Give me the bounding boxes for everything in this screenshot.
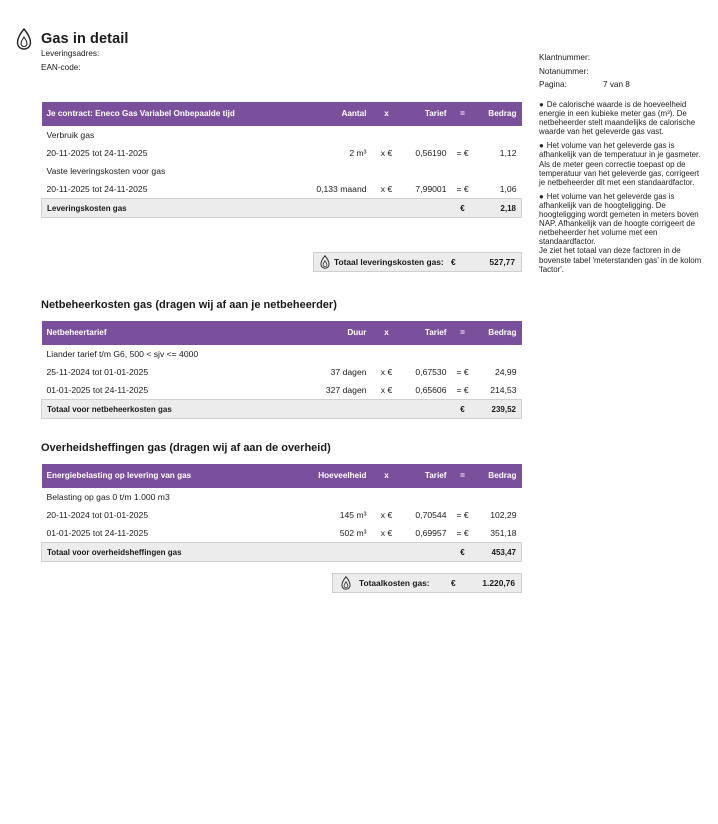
subtotal-row: Totaal voor overheidsheffingen gas € 453,47 <box>42 543 522 562</box>
subtotal-row: Totaal voor netbeheerkosten gas € 239,52 <box>42 400 522 419</box>
contract-table <box>41 102 522 218</box>
col-eq: = <box>452 464 474 488</box>
col-x: x <box>372 321 402 345</box>
group-row: Belasting op gas 0 t/m 1.000 m3 <box>46 492 170 502</box>
col-x: x <box>372 102 402 126</box>
group-row: Verbruik gas <box>46 130 95 140</box>
col-description: Energiebelasting op levering van gas <box>42 464 302 488</box>
meta-row-customer-number: Klantnummer: <box>539 53 590 63</box>
col-description: Netbeheertarief <box>42 321 302 345</box>
col-duration: Duur <box>302 321 372 345</box>
table-row: 01-01-2025 tot 24-11-2025 502 m³ x € 0,69957 = € 351,18 <box>46 528 517 538</box>
table-row: 20-11-2025 tot 24-11-2025 0,133 maand x € 7,99001 = € 1,06 <box>46 184 517 194</box>
col-amount: Bedrag <box>474 102 522 126</box>
page-title: Gas in detail <box>41 31 129 47</box>
col-rate: Tarief <box>402 321 452 345</box>
note-factor: Je ziet het totaal van deze factoren in de bovenste tabel 'meterstanden gas' in de kolom 'factor'. <box>539 246 702 274</box>
address-label: Leveringsadres: <box>41 49 100 58</box>
delivery-total-box: Totaal leveringskosten gas: € 527,77 <box>313 252 522 272</box>
col-amount: Bedrag <box>474 321 522 345</box>
table-row: 25-11-2024 tot 01-01-2025 37 dagen x € 0,67530 = € 24,99 <box>46 367 517 377</box>
table-header <box>42 321 522 345</box>
ean-label: EAN-code: <box>41 63 81 72</box>
gas-flame-icon <box>341 576 351 590</box>
group-row: Liander tarief t/m G6, 500 < sjv <= 4000 <box>46 349 199 359</box>
col-amount: Bedrag <box>474 464 522 488</box>
grand-total-box: Totaalkosten gas: € 1.220,76 <box>332 573 522 593</box>
col-quantity: Aantal <box>302 102 372 126</box>
gas-flame-icon <box>16 28 32 50</box>
table-row: 20-11-2024 tot 01-01-2025 145 m³ x € 0,70544 = € 102,29 <box>46 510 517 520</box>
section-title-overheid: Overheidsheffingen gas (dragen wij af aan de overheid) <box>41 442 331 454</box>
grand-total-amount: 1.220,76 <box>482 578 515 588</box>
note-calorific: ● De calorische waarde is de hoeveelheid energie in een kubieke meter gas (m³). De netbeheerder stelt maandelijks de calorische waarde van het geleverde gas vast. <box>539 100 696 137</box>
delivery-total-label: Totaal leveringskosten gas: <box>334 257 444 267</box>
delivery-total-amount: 527,77 <box>489 257 515 267</box>
subtotal-row: Leveringskosten gas € 2,18 <box>42 199 522 218</box>
col-quantity: Hoeveelheid <box>302 464 372 488</box>
gas-flame-icon <box>320 255 330 269</box>
table-header <box>42 102 522 126</box>
col-eq: = <box>452 321 474 345</box>
col-rate: Tarief <box>402 102 452 126</box>
meta-block <box>539 51 689 92</box>
col-description: Je contract: Eneco Gas Variabel Onbepaalde tijd <box>42 102 302 126</box>
note-temperature: ● Het volume van het geleverde gas is afhankelijk van de temperatuur in je gasmeter. Als de meter geen correctie toepast op de temperatuur van het geleverde gas, corrigeert je netbeheerder dit met een standaardfactor. <box>539 141 701 187</box>
section-title-netbeheer: Netbeheerkosten gas (dragen wij af aan je netbeheerder) <box>41 299 337 311</box>
col-eq: = <box>452 102 474 126</box>
meta-row-page: Pagina: 7 van 8 <box>539 80 630 90</box>
table-row: 01-01-2025 tot 24-11-2025 327 dagen x € 0,65606 = € 214,53 <box>46 385 517 395</box>
grand-total-label: Totaalkosten gas: <box>359 578 430 588</box>
table-row: 20-11-2025 tot 24-11-2025 2 m³ x € 0,56190 = € 1,12 <box>46 148 517 158</box>
meta-row-invoice-number: Notanummer: <box>539 66 589 76</box>
netbeheer-table <box>41 321 522 419</box>
col-rate: Tarief <box>402 464 452 488</box>
table-header <box>42 464 522 488</box>
col-x: x <box>372 464 402 488</box>
explanation-notes <box>539 100 705 279</box>
overheid-table <box>41 464 522 562</box>
note-altitude: ● Het volume van het geleverde gas is afhankelijk van de hoogteligging. De hoogteligging wordt gemeten in meters boven NAP. Afhankelijk van de hoogte corrigeert de netbeheerder het volume met een standaardfactor. <box>539 191 699 247</box>
group-row: Vaste leveringskosten voor gas <box>46 166 166 176</box>
